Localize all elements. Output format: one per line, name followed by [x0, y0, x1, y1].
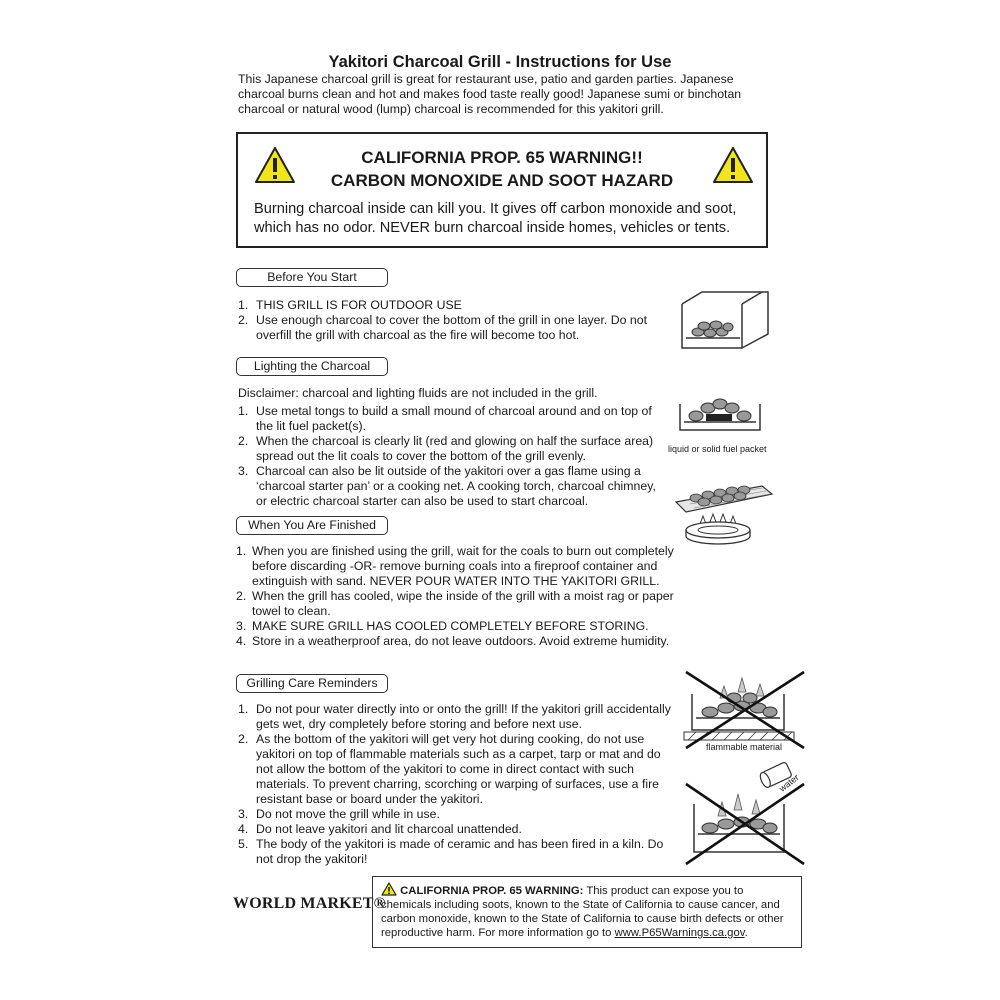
list-item: 1. THIS GRILL IS FOR OUTDOOR USE [238, 298, 462, 312]
flammable-material-caption: flammable material [706, 742, 783, 752]
grill-charcoal-layer-illustration [680, 290, 770, 352]
care-list [238, 702, 674, 867]
lighting-disclaimer: Disclaimer: charcoal and lighting fluids are not included in the grill. [238, 386, 598, 400]
warning-triangle-icon [381, 882, 397, 896]
list-item: 4. Store in a weatherproof area, do not leave outdoors. Avoid extreme humidity. [236, 634, 670, 648]
p65-warnings-link[interactable]: www.P65Warnings.ca.gov [614, 927, 745, 939]
list-item: 1. Use metal tongs to build a small mound of charcoal around and on top of the lit fuel packet(s). [238, 404, 652, 433]
bottom-warning-heading: CALIFORNIA PROP. 65 WARNING: [400, 885, 584, 897]
list-item: 2. Use enough charcoal to cover the bottom of the grill in one layer. Do not overfill the grill with charcoal as the fire will become too hot. [238, 313, 647, 342]
page-title: Yakitori Charcoal Grill - Instructions for Use [328, 53, 672, 71]
list-item: 1. Do not pour water directly into or onto the grill! If the yakitori grill accidentally gets wet, dry completely before storing and before next use. [238, 702, 671, 731]
list-item: 3. Charcoal can also be lit outside of the yakitori over a gas flame using a ‘charcoal starter pan’ or a cooking net. A cooking torch, charcoal chimney, or electric charcoal starter can also be used to start charcoal. [238, 464, 656, 508]
intro-paragraph: This Japanese charcoal grill is great for restaurant use, patio and garden parties. Japanese charcoal burns clean and hot and makes food taste really good! Japanese sumi or binchotan charcoal or natural wood (lump) charcoal is recommended for this yakitori grill. [238, 72, 742, 116]
world-market-logo: WORLD MARKET® [233, 895, 386, 912]
list-item: 3. Do not move the grill while in use. [238, 807, 440, 821]
list-item: 2. As the bottom of the yakitori will get very hot during cooking, do not use yakitori on top of flammable materials such as a carpet, tarp or mat and do not allow the bottom of the yakitori to come in direct contact with such materials. To prevent charring, scorching or warping of surfaces, use a fire resistant base or board under the yakitori. [238, 732, 661, 806]
list-item: 3. MAKE SURE GRILL HAS COOLED COMPLETELY BEFORE STORING. [236, 619, 649, 633]
warning-heading-2: CARBON MONOXIDE AND SOOT HAZARD [330, 171, 674, 190]
finished-list [236, 544, 684, 649]
list-item: 1. When you are finished using the grill, wait for the coals to burn out completely before discarding -OR- remove burning coals into a fireproof container and extinguish with sand. NEVER POUR WATER INTO THE YAKITORI GRILL. [236, 544, 674, 588]
list-item: 2. When the grill has cooled, wipe the inside of the grill with a moist rag or paper towel to clean. [236, 589, 674, 618]
list-item: 4. Do not leave yakitori and lit charcoal unattended. [238, 822, 522, 836]
list-item: 2. When the charcoal is clearly lit (red and glowing on half the surface area) spread out the lit coals to cover the bottom of the grill evenly. [238, 434, 654, 463]
bottom-warning-text: This product can expose you to chemicals including soots, known to the State of California to cause cancer, and carbon monoxide, known to the State of California to cause birth defects or other reproductive harm. For more information go to [381, 885, 784, 939]
water-prohibited-illustration [680, 756, 810, 868]
section-heading-when-you-are-finished: When You Are Finished [236, 516, 388, 535]
warning-body: Burning charcoal inside can kill you. It gives off carbon monoxide and soot, which has no odor. NEVER burn charcoal inside homes, vehicles or tents. [254, 201, 737, 236]
before-list [238, 298, 668, 343]
bottom-warning-suffix: . [744, 927, 748, 939]
bottom-prop65-warning [372, 876, 802, 948]
section-heading-before-you-start: Before You Start [236, 268, 388, 287]
water-caption: water [777, 772, 801, 794]
section-heading-grilling-care-reminders: Grilling Care Reminders [236, 674, 388, 693]
prop65-warning-box [236, 132, 768, 248]
section-heading-lighting-the-charcoal: Lighting the Charcoal [236, 357, 388, 376]
starter-pan-gas-flame-illustration [666, 484, 776, 546]
warning-heading-1: CALIFORNIA PROP. 65 WARNING!! [361, 148, 643, 167]
fuel-packet-caption: liquid or solid fuel packet [668, 444, 767, 454]
list-item: 5. The body of the yakitori is made of ceramic and has been fired in a kiln. Do not drop the yakitori! [238, 837, 664, 866]
lighting-list [238, 404, 668, 509]
fuel-packet-illustration [676, 392, 766, 438]
